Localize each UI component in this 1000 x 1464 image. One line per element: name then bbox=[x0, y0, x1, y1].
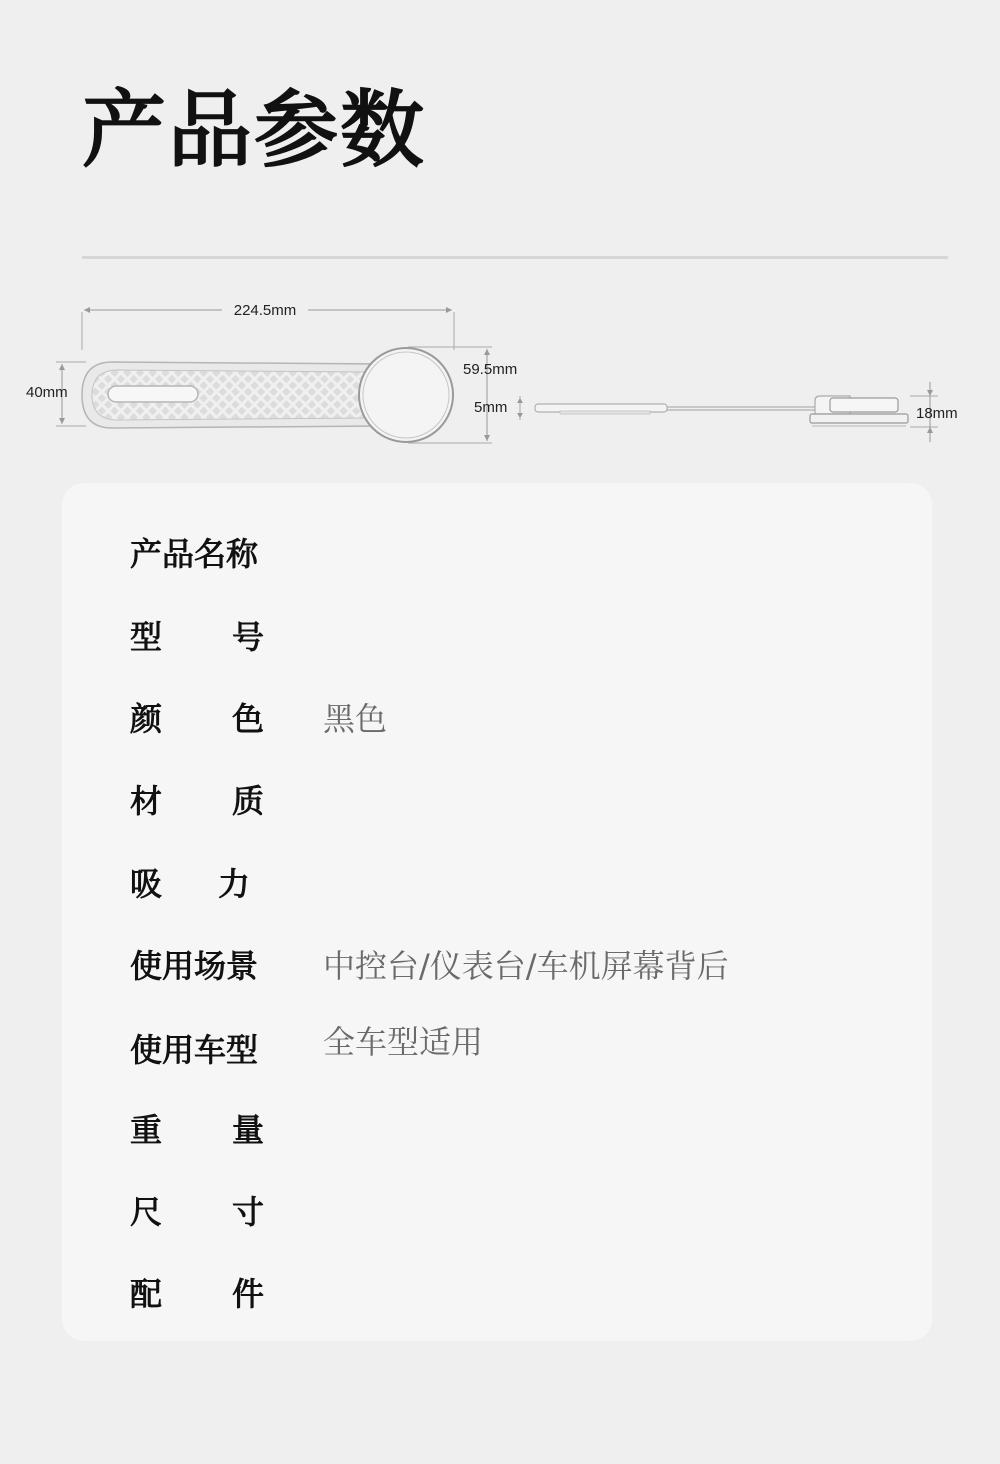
spec-row-material bbox=[62, 776, 932, 826]
product-side-view bbox=[474, 382, 958, 442]
spec-row-compatible-vehicles bbox=[62, 1022, 932, 1072]
width-dimension bbox=[26, 362, 86, 426]
spec-card bbox=[62, 483, 932, 1341]
spec-label: 使用车型 bbox=[130, 1031, 259, 1069]
product-drawing bbox=[0, 290, 1000, 460]
header-divider bbox=[82, 256, 948, 259]
product-top-view bbox=[82, 348, 453, 442]
spec-row-accessories bbox=[62, 1269, 932, 1319]
disc-diameter-label: 59.5mm bbox=[463, 361, 518, 378]
spec-row-usage-scenario bbox=[62, 941, 932, 991]
base-thickness-label: 5mm bbox=[474, 399, 508, 416]
width-label: 40mm bbox=[26, 384, 68, 401]
page-title: 产品参数 bbox=[82, 81, 427, 179]
spec-label: 材 质 bbox=[130, 782, 264, 820]
length-dimension bbox=[82, 300, 454, 350]
spec-row-color bbox=[62, 694, 932, 744]
spec-label: 颜 色 bbox=[130, 700, 264, 738]
spec-label: 尺 寸 bbox=[130, 1193, 264, 1231]
spec-row-size bbox=[62, 1187, 932, 1237]
length-label: 224.5mm bbox=[233, 302, 297, 319]
spec-row-weight bbox=[62, 1105, 932, 1155]
spec-value: 中控台/仪表台/车机屏幕背后 bbox=[323, 947, 729, 985]
spec-label: 重 量 bbox=[130, 1111, 264, 1149]
spec-label: 产品名称 bbox=[130, 535, 259, 573]
dimension-diagram bbox=[0, 290, 1000, 460]
spec-label: 型 号 bbox=[130, 618, 264, 656]
spec-row-model bbox=[62, 612, 932, 662]
spec-row-suction bbox=[62, 859, 932, 909]
spec-label: 吸 力 bbox=[130, 865, 250, 903]
spec-value: 黑色 bbox=[323, 700, 388, 738]
spec-label: 配 件 bbox=[130, 1275, 264, 1313]
spec-label: 使用场景 bbox=[130, 947, 259, 985]
total-height-label: 18mm bbox=[916, 405, 958, 422]
spec-row-product-name bbox=[62, 529, 932, 579]
spec-value: 全车型适用 bbox=[323, 1023, 484, 1061]
